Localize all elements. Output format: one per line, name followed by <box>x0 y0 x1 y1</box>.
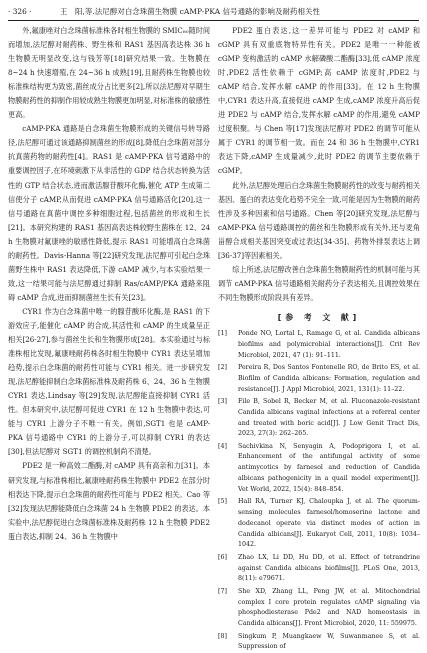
left-column <box>8 24 210 632</box>
reference-list <box>218 329 420 653</box>
reference-item <box>218 497 420 551</box>
reference-item <box>218 587 420 630</box>
body-paragraph: PDE2 蛋白表达,这一差异可能与 PDE2 对 cAMP 和 cGMP 具有双重底物特异性有关。PDE2 是唯一一种能被 cGMP 变构激活的 cAMP 水解磷酸二酯酶[33],低 cAMP 浓度时,PDE2 活性依赖于 cGMP;高 cAMP 浓度时,PDE2 与 cAMP 结合,发挥水解 cAMP 的作用[33]。在 12 h 生物膜中,CYR1 表达升高,直接促进 cAMP 生成,cAMP 浓度升高后促进 PDE2 与 cAMP 结合,发挥水解 cAMP 的作用,避免 cAMP 过度积聚。与 Chen 等[17]发现法尼醇对 PDE2 的调节可能从属于 CYR1 的调节相一致。而在 24 和 36 h 生物膜中,CYR1 表达下降,cAMP 生成量减少,此时 PDE2 的调节主要依赖于 cGMP。 <box>218 26 420 176</box>
body-paragraph: PDE2 是一种高效二酯酶,对 cAMP 具有高亲和力[31]。本研究发现,与标准株相比,氟康唑耐药株生物膜中 PDE2 在部分时相表达下降,提示白念珠菌的耐药性可能与 PDE2 相关。Cao 等[32]发现法尼醇能降低白念珠菌 24 h 生物膜 PDE2 的表达。本实验中,法尼醇促进白念珠菌标准株及耐药株 12 h 生物膜 PDE2 蛋白表达,抑制 24、36 h 生物膜中 <box>8 461 210 541</box>
reference-text: Ponde NO, Lortal L, Ramage G, et al. Candida albicans biofilms and polymicrobial interactions[J]. Crit Rev Microbiol, 2021, 47 (1): 91–111. <box>238 329 420 359</box>
running-header <box>8 4 419 21</box>
reference-text: Pereira R, Dos Santos Fontenelle RO, de Brito ES, et al. Biofilm of Candida albicans: Formation, regulation and resistance[J]. J Appl Microbiol, 2021, 131(1): 11–22. <box>238 363 420 393</box>
body-paragraph: 外,氟康唑对白念珠菌标准株各时相生物膜的 SMIC₈₀随时间而增加,法尼醇对耐药株、野生株和 RAS1 基因高表达株 36 h 生物膜无明显改变,这与钱芳等[18]研究结果一致。生物膜在 8~24 h 快速增殖,在 24~36 h 成熟[19],且耐药株生物膜也较标准株结构更为致密,菌丝成分占比更多[2],所以法尼醇对早期生物膜耐药性的抑制作用较成熟生物膜更加明显,对标准株的敏感性更高。 <box>8 26 210 120</box>
reference-text: File B, Sobel R, Becker M, et al. Fluconazole-resistant Candida albicans vaginal infections at a referral center and treated with boric acid[J]. J Low Genit Tract Dis, 2023, 27(3): 262–265. <box>238 397 420 438</box>
page-number: · 326 · <box>8 7 32 16</box>
reference-text: She XD, Zhang LL, Peng JW, et al. Mitochondrial complex I core protein regulates cAMP signaling via phosphodiesterase Pde2 and NAD homeostasis in Candida albicans[J]. Front Microbiol, 2020, 11: 559975. <box>238 587 420 628</box>
reference-item <box>218 397 420 440</box>
reference-item <box>218 553 420 585</box>
reference-number: [2] <box>218 363 227 371</box>
reference-item <box>218 442 420 496</box>
reference-item <box>218 363 420 395</box>
reference-number: [5] <box>218 498 227 506</box>
reference-number: [3] <box>218 397 227 405</box>
reference-item <box>218 329 420 361</box>
reference-number: [1] <box>218 329 227 337</box>
reference-number: [6] <box>218 553 227 561</box>
running-title: 王 阳,等.法尼醇对白念珠菌生物膜 cAMP-PKA 信号通路的影响及耐药相关性 <box>60 7 320 16</box>
reference-text: Zhao LX, Li DD, Hu DD, et al. Effect of tetrandrine against Candida albicans biofilms[J]. PLoS One, 2013, 8(11): e79671. <box>238 553 420 583</box>
reference-number: [7] <box>218 587 227 595</box>
reference-number: [8] <box>218 632 227 640</box>
body-paragraph: 此外,法尼醇处理后白念珠菌生物膜耐药性的改变与耐药相关基因、蛋白的表达变化趋势不完全一致,可能是因为生物膜的耐药性涉及多种因素和信号通路。Chen 等[20]研究发现,法尼醇与 cAMP-PKA 信号通路调控的菌丝和生物膜形成有关外,还与麦角甾醇合成相关基因突变或过表达[34-35]、药物外排泵表达上调[36-37]等因素相关。 <box>218 180 420 260</box>
reference-item <box>218 632 420 653</box>
body-paragraph: CYR1 作为白念珠菌中唯一的腺苷酸环化酶,是 RAS1 的下游效应子,能催化 cAMP 的合成,其活性和 cAMP 的生成量呈正相关[26-27],参与菌丝生长和生物膜形成[28]。本实验通过与标准株相比发现,氟康唑耐药株各时相生物膜中 CYR1 表达呈增加趋势,提示白念珠菌的耐药性可能与 CYR1 相关。进一步研究发现,法尼醇能抑制白念珠菌标准株及耐药株 6、24、36 h 生物膜 CYR1 表达,Lindsay 等[29]发现,法尼醇能直接抑制 CYR1 活性。但本研究中,法尼醇可促进 CYR1 在 12 h 生物膜中表达,可能与 CYR1 上游分子不唯一有关。例如,SGT1 也是 cAMP-PKA 信号通路中 CYR1 的上游分子,可以抑制 CYR1 的表达[30],但法尼醇对 SGT1 的调控机制尚不清楚。 <box>8 306 210 457</box>
body-paragraph: cAMP-PKA 通路是白念珠菌生物膜形成的关键信号转导路径,法尼醇可通过该通路抑制菌丝的形成[8],降低白念珠菌对部分抗真菌药物的耐药性[4]。RAS1 是 cAMP-PKA 信号通路中的重要调控因子,在环境刺激下从非活性的 GDP 结合状态转换为活性的 GTP 结合状态,进而激活腺苷酸环化酶,催化 ATP 生成第二信使分子 cAMP,从而促进 cAMP-PKA 信号通路活化[20],这一信号通路在真菌中调控多种细胞过程,包括菌丝的形成和生长[21]。本研究构建的 RAS1 基因高表达株较野生菌株在 12、24 h 生物膜对氟康唑的敏感性降低,提示 RAS1 可能增高白念珠菌的耐药性。Davis-Hanna 等[22]研究发现,法尼醇可引起白念珠菌野生株中 RAS1 表达降低,下游 cAMP 减少,与本实验结果一致,这一结果可能与法尼醇通过抑制 Ras/cAMP/PKA 通路来阻碍 cAMP 合成,进而抑制菌丝生长有关[23]。 <box>8 124 210 302</box>
references-heading: [参 考 文 献] <box>277 312 361 322</box>
reference-text: Singkum P, Muangkaew W, Suwanmanee S, et al. Suppression of <box>238 632 420 651</box>
reference-number: [4] <box>218 442 227 450</box>
reference-text: Sachivkina N, Senyagin A, Podoprigora I, et al. Enhancement of the antifungal activity of some antimycotics by farnesol and reduction of Candida albicans pathogenicity in a quail model experiment[J]. Vet World, 2022, 15(4): 848–854. <box>238 442 420 493</box>
reference-text: Hall RA, Turner KJ, Chaloupka J, et al. The quorum-sensing molecules farnesol/homoserine lactone and dodecanol operate via distinct modes of action in Candida albicans[J]. Eukaryot Cell, 2011, 10(8): 1034–1042. <box>238 498 420 549</box>
body-paragraph: 综上所述,法尼醇改善白念珠菌生物膜耐药性的机制可能与其调节 cAMP-PKA 信号通路相关耐药分子表达相关,且调控效果在不同生物膜形成阶段具有差异。 <box>218 264 420 302</box>
right-column <box>218 24 420 651</box>
